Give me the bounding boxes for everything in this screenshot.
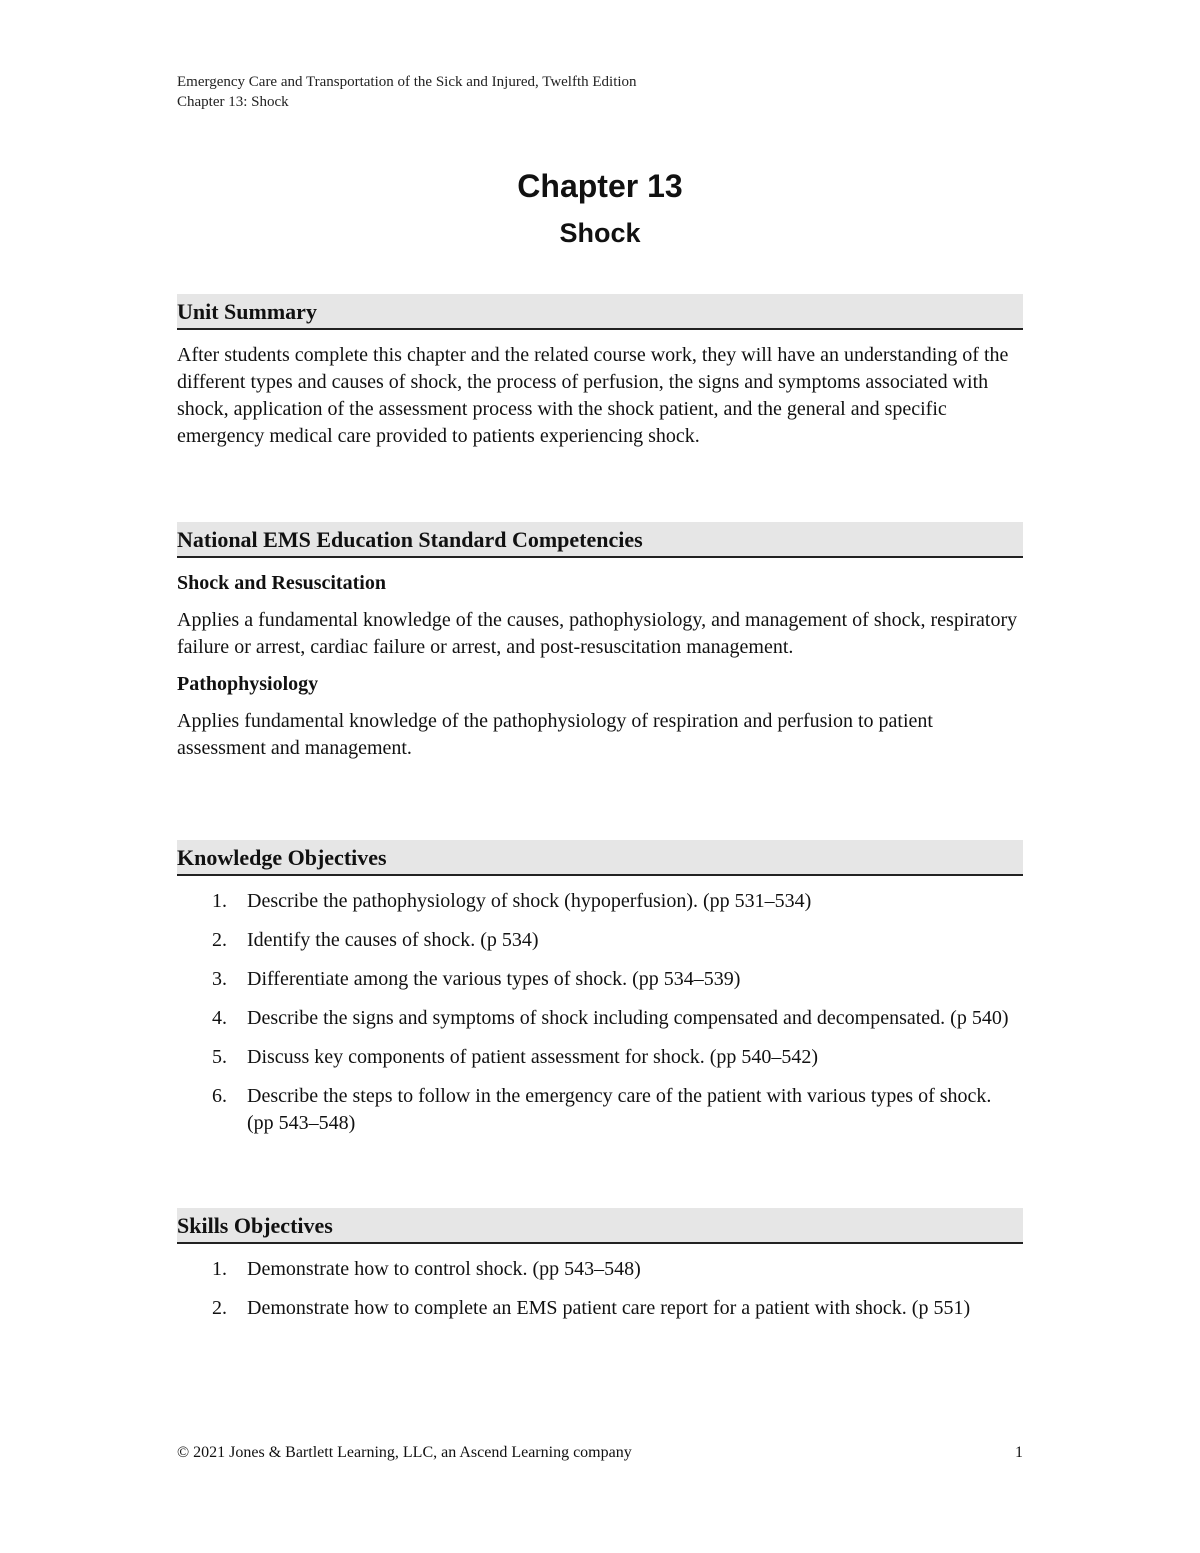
knowledge-objectives-list (177, 888, 1023, 1137)
list-text: Discuss key components of patient assessment for shock. (pp 540–542) (247, 1046, 819, 1068)
chapter-title: Chapter 13 (517, 168, 683, 204)
knowledge-objectives-section (177, 840, 1023, 1149)
skills-objectives-heading: Skills Objectives (177, 1208, 1023, 1244)
competency-body: Applies fundamental knowledge of the pathophysiology of respiration and perfusion to patient assessment and management. (177, 710, 933, 759)
list-text: Demonstrate how to control shock. (pp 543–548) (247, 1258, 641, 1280)
competency-title: Pathophysiology (177, 673, 319, 695)
list-text: Describe the pathophysiology of shock (hypoperfusion). (pp 531–534) (247, 890, 812, 912)
list-item (177, 1295, 1023, 1322)
list-item (177, 966, 1023, 993)
list-number: 2. (212, 929, 227, 951)
list-item (177, 1044, 1023, 1071)
chapter-subtitle: Shock (559, 218, 641, 248)
list-number: 6. (212, 1085, 227, 1107)
list-item (177, 927, 1023, 954)
knowledge-objectives-heading: Knowledge Objectives (177, 840, 1023, 876)
list-number: 1. (212, 1258, 227, 1280)
list-number: 3. (212, 968, 227, 990)
footer-copyright: © 2021 Jones & Bartlett Learning, LLC, an Ascend Learning company (177, 1444, 632, 1461)
list-text: Describe the steps to follow in the emergency care of the patient with various types of shock. (pp 543–548) (247, 1085, 992, 1134)
header-book-title: Emergency Care and Transportation of the Sick and Injured, Twelfth Edition (177, 74, 637, 90)
list-text: Demonstrate how to complete an EMS patient care report for a patient with shock. (p 551) (247, 1297, 971, 1319)
competencies-heading: National EMS Education Standard Competencies (177, 522, 1023, 558)
skills-objectives-section (177, 1208, 1023, 1334)
list-text: Identify the causes of shock. (p 534) (247, 929, 539, 951)
running-header (177, 72, 637, 112)
list-item (177, 1005, 1023, 1032)
page-number: 1 (1015, 1444, 1023, 1461)
unit-summary-body: After students complete this chapter and the related course work, they will have an understanding of the different types and causes of shock, the process of perfusion, the signs and symptoms associated with shock, application of the assessment process with the shock patient, and the general and specific emergency medical care provided to patients experiencing shock. (177, 344, 1009, 447)
list-number: 4. (212, 1007, 227, 1029)
competency-body: Applies a fundamental knowledge of the causes, pathophysiology, and management of shock, respiratory failure or arrest, cardiac failure or arrest, and post-resuscitation management. (177, 609, 1018, 658)
title-block (0, 165, 1200, 251)
list-text: Differentiate among the various types of shock. (pp 534–539) (247, 968, 741, 990)
skills-objectives-list (177, 1256, 1023, 1322)
competency-title: Shock and Resuscitation (177, 572, 386, 594)
unit-summary-section (177, 294, 1023, 450)
list-number: 5. (212, 1046, 227, 1068)
list-item (177, 1256, 1023, 1283)
competencies-section (177, 522, 1023, 762)
unit-summary-heading: Unit Summary (177, 294, 1023, 330)
list-text: Describe the signs and symptoms of shock including compensated and decompensated. (p 540) (247, 1007, 1009, 1029)
list-item (177, 1083, 1023, 1137)
list-number: 1. (212, 890, 227, 912)
list-item (177, 888, 1023, 915)
header-chapter-ref: Chapter 13: Shock (177, 94, 289, 110)
list-number: 2. (212, 1297, 227, 1319)
